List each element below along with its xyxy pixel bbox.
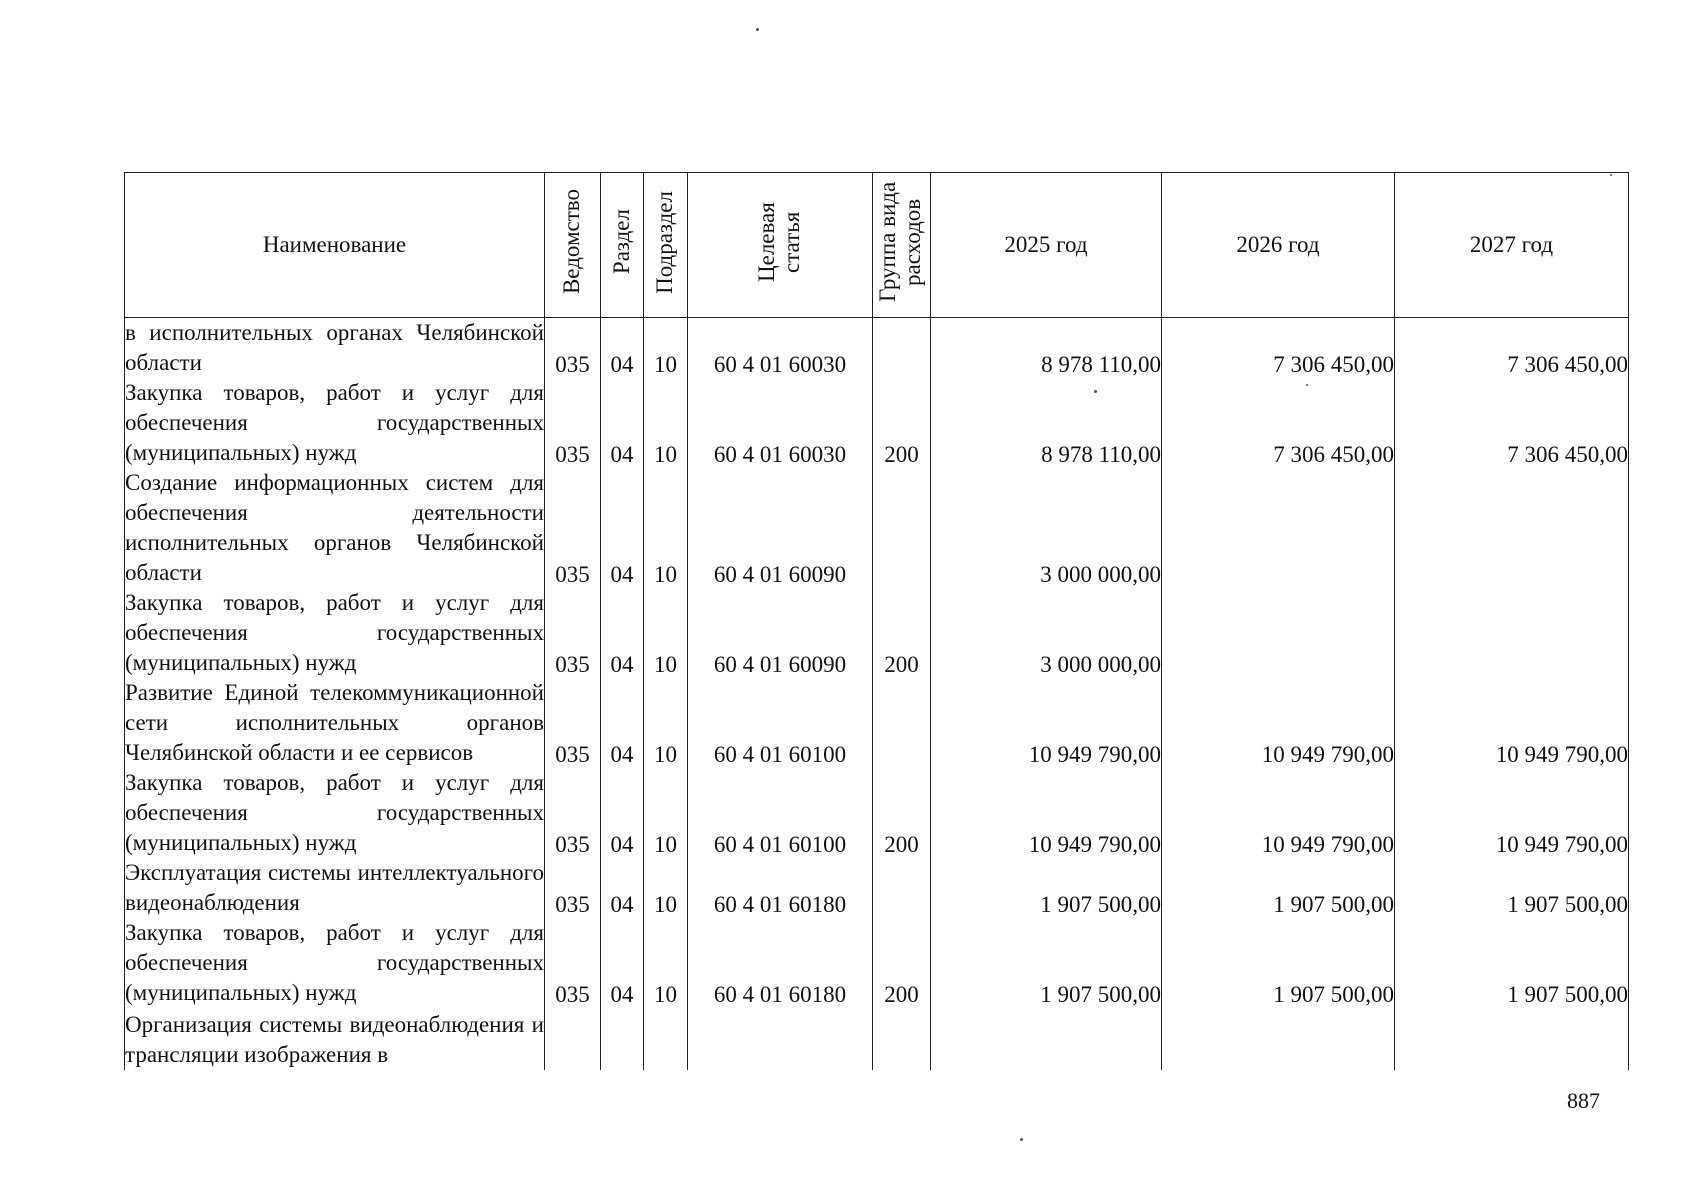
row-subsection: 10 [644, 918, 688, 1008]
row-target: 60 4 01 60090 [688, 588, 873, 678]
row-2025: 8 978 110,00 [931, 378, 1162, 468]
row-target: 60 4 01 60030 [688, 378, 873, 468]
header-row [125, 173, 1629, 318]
table-row [125, 918, 1629, 1008]
header-target: Целевая статья [688, 173, 873, 318]
row-section: 04 [601, 918, 644, 1008]
table-row [125, 678, 1629, 768]
row-target: 60 4 01 60030 [688, 318, 873, 379]
table-row [125, 1008, 1629, 1070]
row-2027 [1395, 1008, 1629, 1070]
header-2027: 2027 год [1395, 173, 1629, 318]
header-name: Наименование [125, 173, 545, 318]
row-section: 04 [601, 318, 644, 379]
row-2025: 1 907 500,00 [931, 858, 1162, 918]
row-2026 [1162, 1008, 1395, 1070]
row-group: 200 [873, 768, 931, 858]
row-2025: 10 949 790,00 [931, 678, 1162, 768]
row-group: 200 [873, 588, 931, 678]
row-target: 60 4 01 60100 [688, 768, 873, 858]
row-section: 04 [601, 588, 644, 678]
row-dept: 035 [545, 858, 601, 918]
row-group [873, 858, 931, 918]
row-group [873, 468, 931, 588]
row-2026 [1162, 588, 1395, 678]
table-row [125, 378, 1629, 468]
row-dept: 035 [545, 588, 601, 678]
header-section: Раздел [601, 173, 644, 318]
header-group: Группа вида расходов [873, 173, 931, 318]
row-name: Эксплуатация системы интеллектуального видеонаблюдения [125, 858, 545, 918]
row-section [601, 1008, 644, 1070]
row-2026: 7 306 450,00 [1162, 378, 1395, 468]
table-row [125, 468, 1629, 588]
header-2026: 2026 год [1162, 173, 1395, 318]
row-2027: 10 949 790,00 [1395, 768, 1629, 858]
row-2027: 1 907 500,00 [1395, 918, 1629, 1008]
row-subsection: 10 [644, 378, 688, 468]
row-subsection: 10 [644, 768, 688, 858]
row-section: 04 [601, 858, 644, 918]
row-target: 60 4 01 60180 [688, 918, 873, 1008]
row-subsection: 10 [644, 858, 688, 918]
row-2026: 10 949 790,00 [1162, 768, 1395, 858]
row-name: Создание информационных систем для обеспечения деятельности исполнительных органов Челябинской области [125, 468, 545, 588]
row-2026: 10 949 790,00 [1162, 678, 1395, 768]
row-name: в исполнительных органах Челябинской области [125, 318, 545, 379]
row-2025: 8 978 110,00 [931, 318, 1162, 379]
row-target: 60 4 01 60180 [688, 858, 873, 918]
row-name: Закупка товаров, работ и услуг для обеспечения государственных (муниципальных) нужд [125, 768, 545, 858]
row-2027: 1 907 500,00 [1395, 858, 1629, 918]
row-2026: 1 907 500,00 [1162, 858, 1395, 918]
row-target: 60 4 01 60100 [688, 678, 873, 768]
row-2025: 3 000 000,00 [931, 588, 1162, 678]
row-2025: 3 000 000,00 [931, 468, 1162, 588]
row-target [688, 1008, 873, 1070]
row-2025: 1 907 500,00 [931, 918, 1162, 1008]
row-target: 60 4 01 60090 [688, 468, 873, 588]
row-dept: 035 [545, 768, 601, 858]
row-name: Закупка товаров, работ и услуг для обеспечения государственных (муниципальных) нужд [125, 378, 545, 468]
row-group [873, 678, 931, 768]
header-subsection: Подраздел [644, 173, 688, 318]
row-2027 [1395, 468, 1629, 588]
table-row [125, 318, 1629, 379]
row-group: 200 [873, 918, 931, 1008]
row-group [873, 318, 931, 379]
row-2026: 7 306 450,00 [1162, 318, 1395, 379]
row-2027 [1395, 588, 1629, 678]
row-section: 04 [601, 468, 644, 588]
row-subsection: 10 [644, 588, 688, 678]
row-dept: 035 [545, 468, 601, 588]
row-dept: 035 [545, 318, 601, 379]
row-2025: 10 949 790,00 [931, 768, 1162, 858]
row-name: Закупка товаров, работ и услуг для обеспечения государственных (муниципальных) нужд [125, 588, 545, 678]
row-name: Закупка товаров, работ и услуг для обеспечения государственных (муниципальных) нужд [125, 918, 545, 1008]
row-2026 [1162, 468, 1395, 588]
row-2027: 10 949 790,00 [1395, 678, 1629, 768]
row-subsection: 10 [644, 678, 688, 768]
row-2027: 7 306 450,00 [1395, 378, 1629, 468]
row-subsection: 10 [644, 318, 688, 379]
row-group [873, 1008, 931, 1070]
table-row [125, 588, 1629, 678]
row-subsection [644, 1008, 688, 1070]
row-section: 04 [601, 768, 644, 858]
row-2025 [931, 1008, 1162, 1070]
table-row [125, 858, 1629, 918]
header-dept: Ведомство [545, 173, 601, 318]
header-2025: 2025 год [931, 173, 1162, 318]
budget-table [124, 172, 1629, 1070]
row-dept: 035 [545, 678, 601, 768]
row-dept: 035 [545, 378, 601, 468]
row-name: Развитие Единой телекоммуникационной сети исполнительных органов Челябинской области и ее сервисов [125, 678, 545, 768]
table-row [125, 768, 1629, 858]
row-subsection: 10 [644, 468, 688, 588]
row-2027: 7 306 450,00 [1395, 318, 1629, 379]
row-name: Организация системы видеонаблюдения и трансляции изображения в [125, 1008, 545, 1070]
row-group: 200 [873, 378, 931, 468]
row-section: 04 [601, 678, 644, 768]
row-2026: 1 907 500,00 [1162, 918, 1395, 1008]
page-number: 887 [1567, 1088, 1600, 1113]
row-dept: 035 [545, 918, 601, 1008]
row-dept [545, 1008, 601, 1070]
row-section: 04 [601, 378, 644, 468]
